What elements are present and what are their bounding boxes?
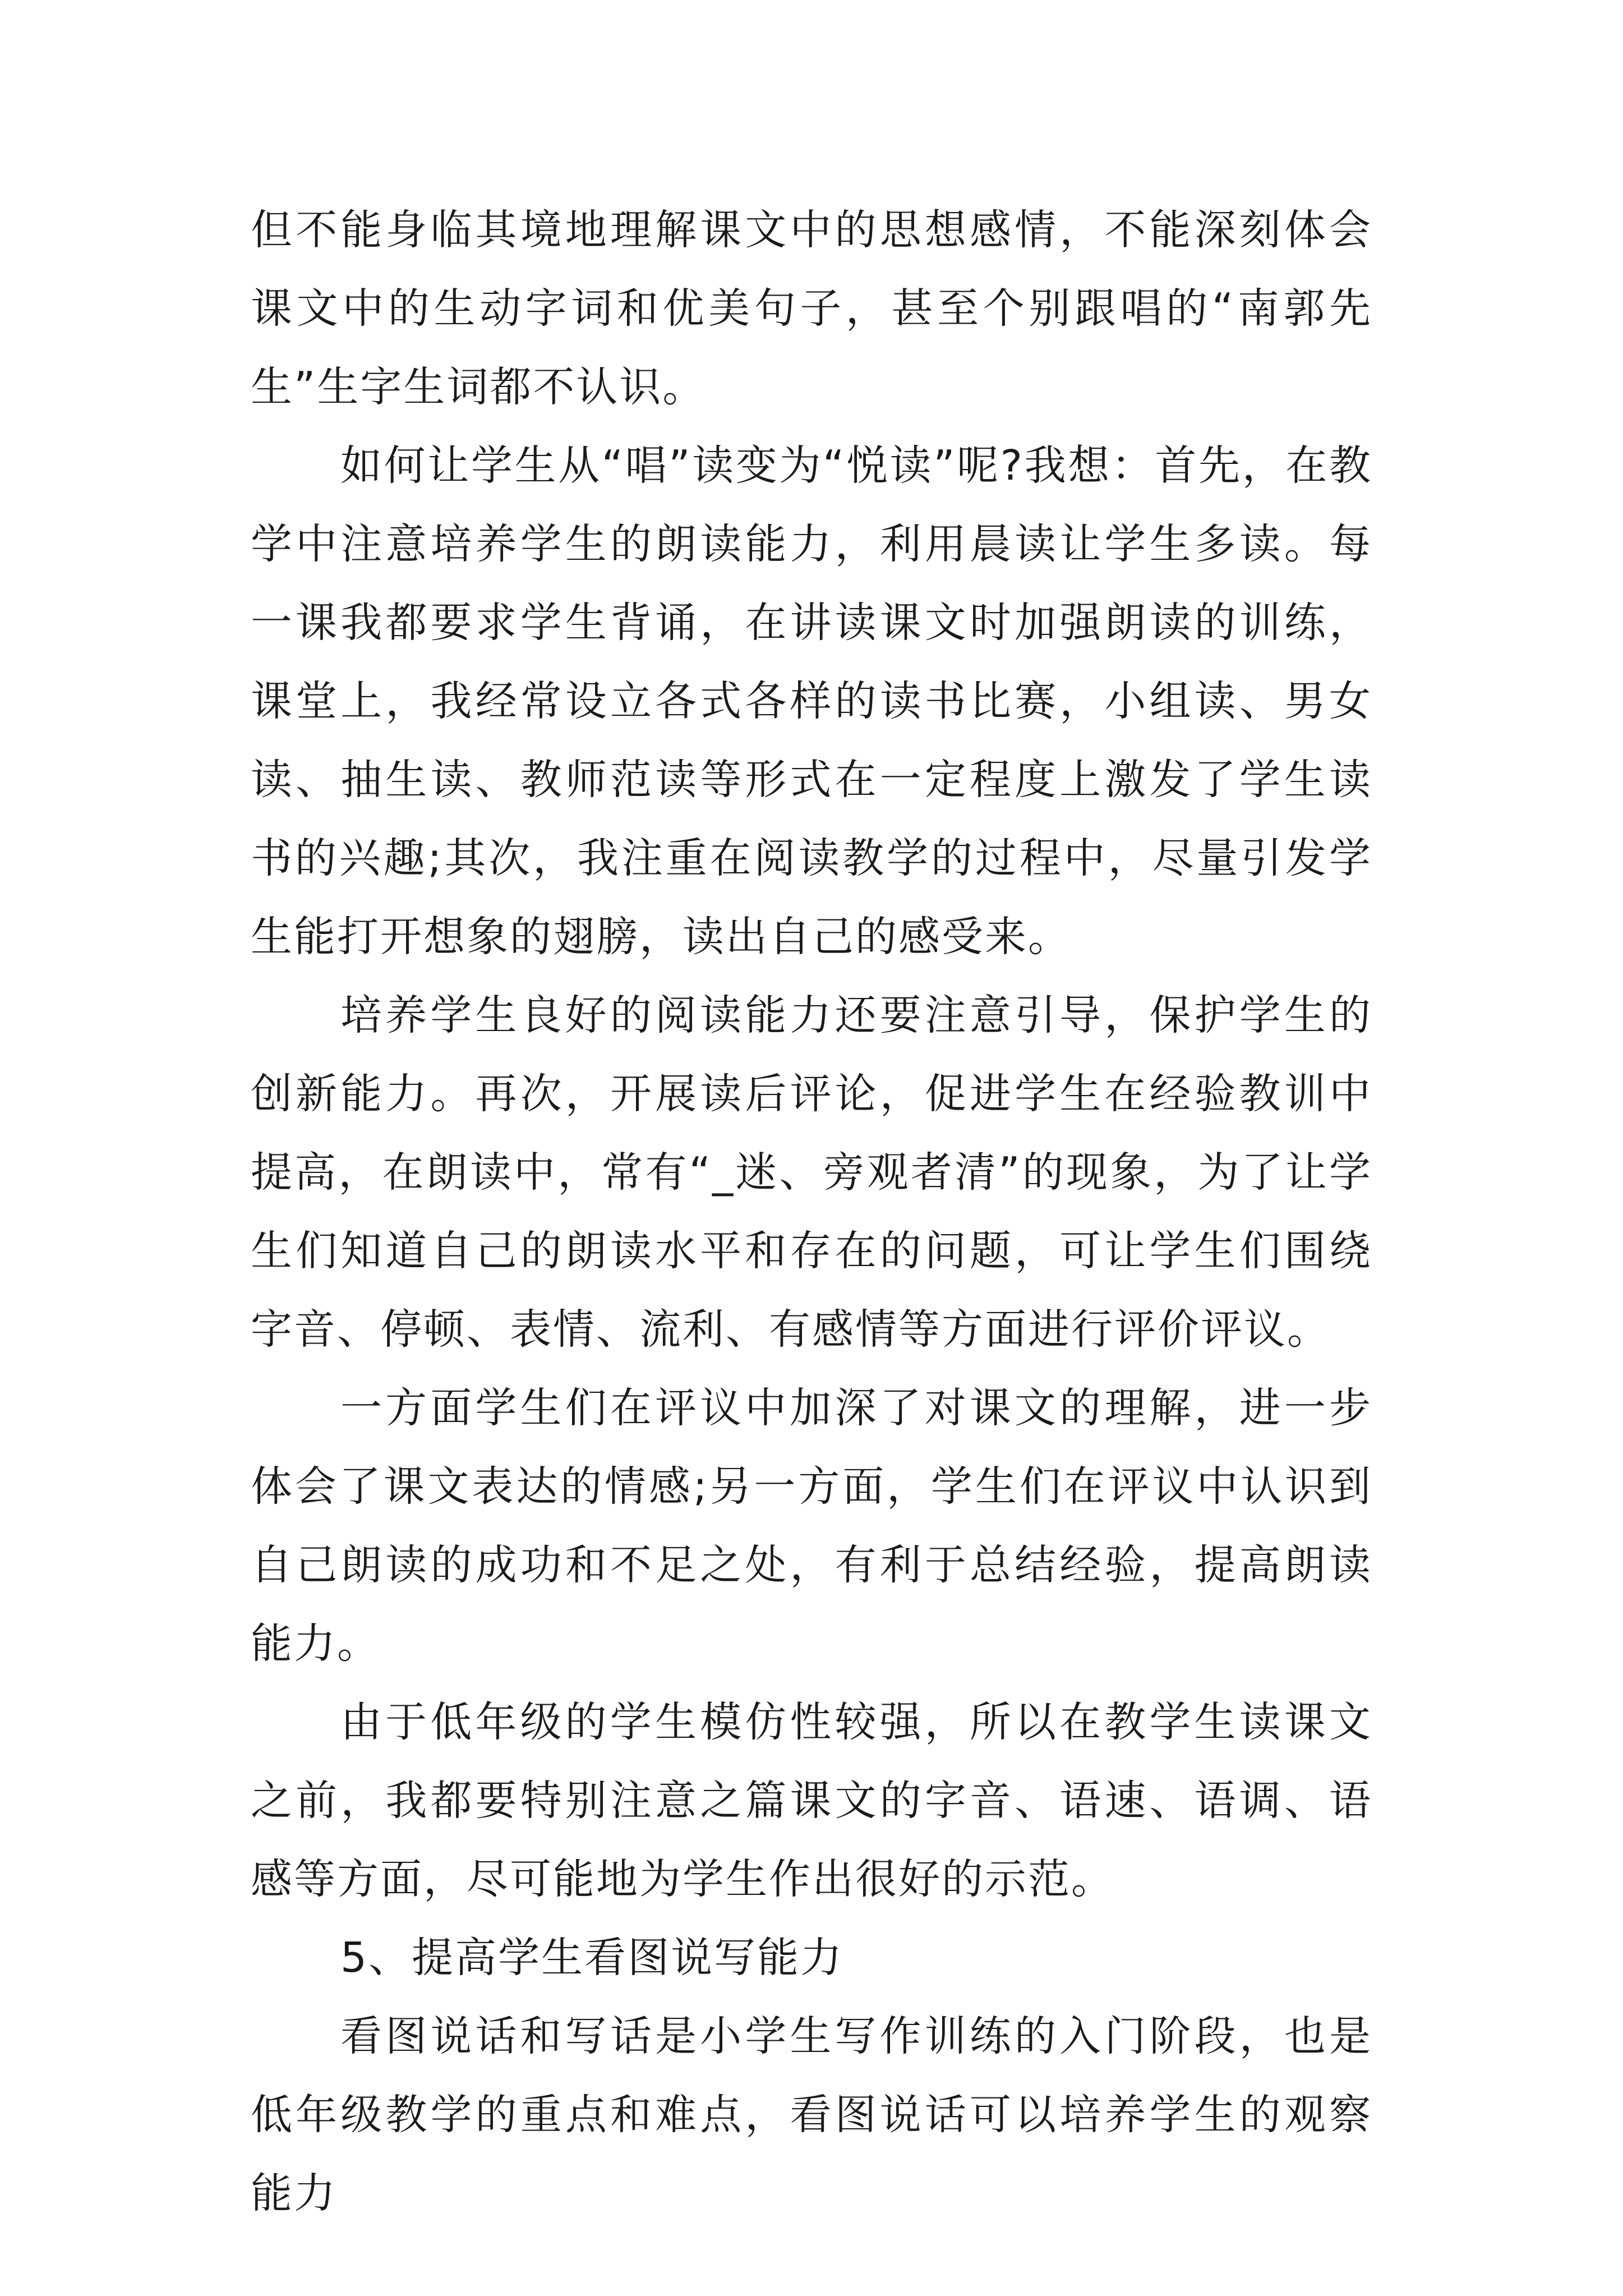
paragraph-reading-method: 如何让学生从“唱”读变为“悦读”呢?我想：首先，在教学中注意培养学生的朗读能力，利用晨读让学生多读。每一课我都要求学生背诵，在讲读课文时加强朗读的训练，课堂上，我经常设立各式各样的读书比赛，小组读、男女读、抽生读、教师范读等形式在一定程度上激发了学生读书的兴趣;其次，我注重在阅读教学的过程中，尽量引发学生能打开想象的翅膀，读出自己的感受来。 — [251, 441, 1372, 961]
section-heading: 5、提高学生看图说写能力 — [340, 1934, 844, 1982]
paragraph-demonstration: 由于低年级的学生模仿性较强，所以在教学生读课文之前，我都要特别注意之篇课文的字音、语速、语调、语感等方面，尽可能地为学生作出很好的示范。 — [251, 1698, 1372, 1903]
paragraph-picture-talk: 看图说话和写话是小学生写作训练的入门阶段，也是低年级教学的重点和难点，看图说话可以培养学生的观察能力 — [251, 2012, 1372, 2217]
paragraph-reading-ability: 培养学生良好的阅读能力还要注意引导，保护学生的创新能力。再次，开展读后评论，促进学生在经验教训中提高，在朗读中，常有“_迷、旁观者清”的现象，为了让学生们知道自己的朗读水平和存在的问题，可让学生们围绕字音、停顿、表情、流利、有感情等方面进行评价评议。 — [251, 991, 1372, 1354]
paragraph-evaluation: 一方面学生们在评议中加深了对课文的理解，进一步体会了课文表达的情感;另一方面，学生们在评议中认识到自己朗读的成功和不足之处，有利于总结经验，提高朗读能力。 — [251, 1384, 1372, 1668]
paragraph-continuation: 但不能身临其境地理解课文中的思想感情，不能深刻体会课文中的生动字词和优美句子，甚至个别跟唱的“南郭先生”生字生词都不认识。 — [251, 206, 1372, 411]
body-text — [251, 191, 1372, 2233]
